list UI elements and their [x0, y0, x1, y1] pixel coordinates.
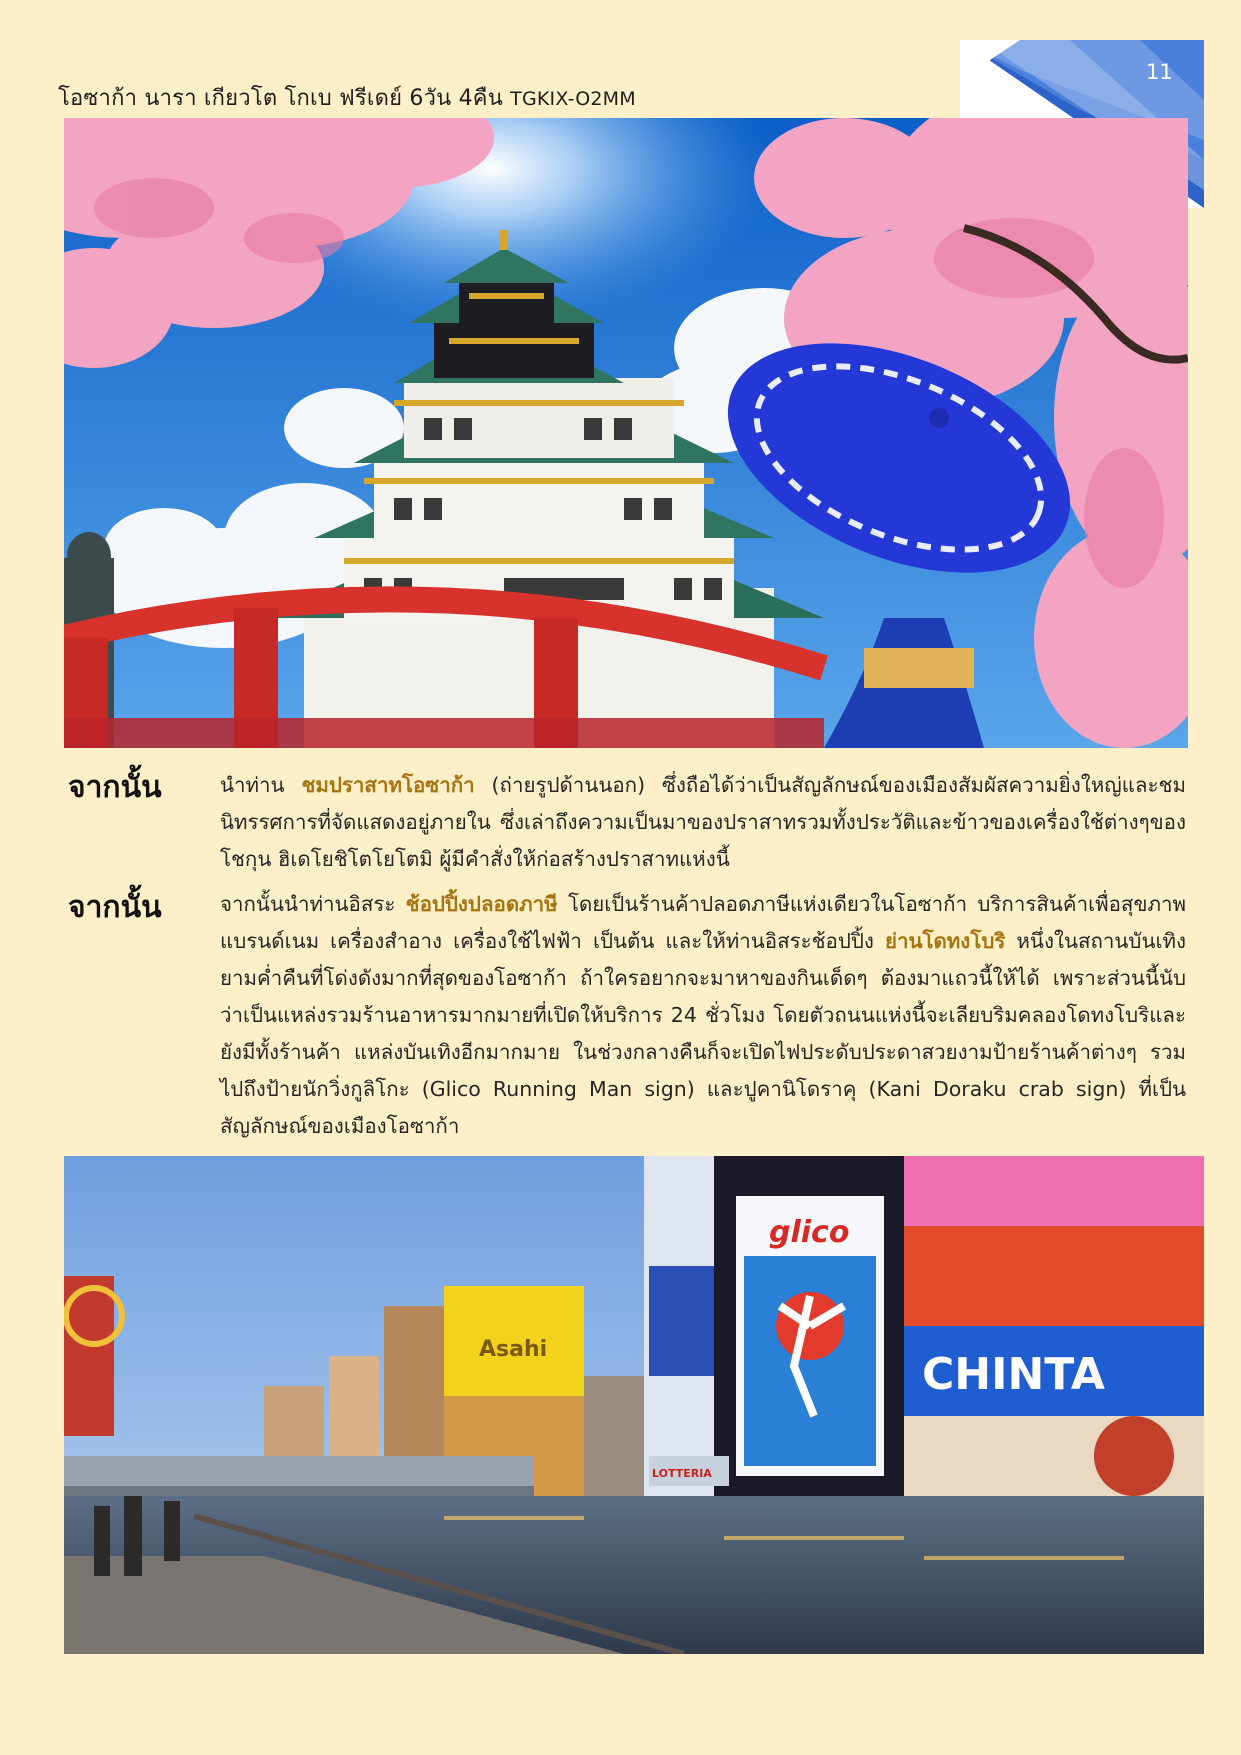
- section-label: จากนั้น: [68, 890, 162, 925]
- body-text: นำท่าน: [220, 773, 302, 797]
- highlight-duty-free: ช้อปปิ้งปลอดภาษี: [405, 892, 558, 916]
- dotonbori-photo: [64, 1156, 1204, 1654]
- lotteria-sign-text: LOTTERIA: [652, 1467, 712, 1480]
- tour-title: โอซาก้า นารา เกียวโต โกเบ ฟรีเดย์ 6วัน 4คืน: [58, 86, 503, 111]
- body-text: โดยเป็นร้านค้าปลอดภาษีแห่งเดียวในโอซาก้า บริการสินค้าเพื่อสุขภาพ แบรนด์เนม เครื่องสำอาง เครื่องใช้ไฟฟ้า เป็นต้น และให้ท่านอิสระช้อปปิ้ง: [220, 892, 1186, 953]
- body-text: จากนั้นนำท่านอิสระ: [220, 892, 406, 916]
- section-body: [220, 886, 1186, 1145]
- body-text: หนึ่งในสถานบันเทิงยามค่ำคืนที่โด่งดังมากที่สุดของโอซาก้า ถ้าใครอยากจะมาหาของกินเด็ดๆ ต้องมาแถวนี้ให้ได้ เพราะส่วนนี้นับว่าเป็นแหล่งรวมร้านอาหารมากมายที่เปิดให้บริการ 24 ชั่วโมง โดยตัวถนนแห่งนี้จะเลียบริมคลองโดทงโบริและยังมีทั้งร้านค้า แหล่งบันเทิงอีกมากมาย ในช่วงกลางคืนก็จะเปิดไฟประดับประดาสวยงามป้ายร้านค้าต่างๆ รวมไปถึงป้ายนักวิ่งกูลิโกะ (Glico Running Man sign) และปูคานิโดราคุ (Kani Doraku crab sign) ที่เป็นสัญลักษณ์ของเมืองโอซาก้า: [220, 929, 1186, 1138]
- tour-code: TGKIX-O2MM: [510, 88, 636, 110]
- document-header: [58, 80, 636, 115]
- page-number: 11: [1146, 60, 1173, 84]
- chinta-sign-text: CHINTA: [922, 1349, 1105, 1400]
- highlight-osaka-castle: ชมปราสาทโอซาก้า: [301, 773, 475, 797]
- highlight-dotonbori: ย่านโดทงโบริ: [884, 929, 1006, 953]
- body-text: (ถ่ายรูปด้านนอก) ซึ่งถือได้ว่าเป็นสัญลักษณ์ของเมืองสัมผัสความยิ่งใหญ่และชมนิทรรศการที่จัดแสดงอยู่ภายใน ซึ่งเล่าถึงความเป็นมาของปราสาทรวมทั้งประวัติและข้าวของเครื่องใช้ต่างๆของโชกุน ฮิเดโยชิโตโยโตมิ ผู้มีคำสั่งให้ก่อสร้างปราสาทแห่งนี้: [220, 773, 1186, 871]
- osaka-castle-photo: [64, 118, 1188, 748]
- glico-sign-text: glico: [769, 1215, 850, 1250]
- section-label: จากนั้น: [68, 770, 162, 805]
- asahi-sign-text: Asahi: [479, 1337, 548, 1362]
- section-body: [220, 767, 1186, 878]
